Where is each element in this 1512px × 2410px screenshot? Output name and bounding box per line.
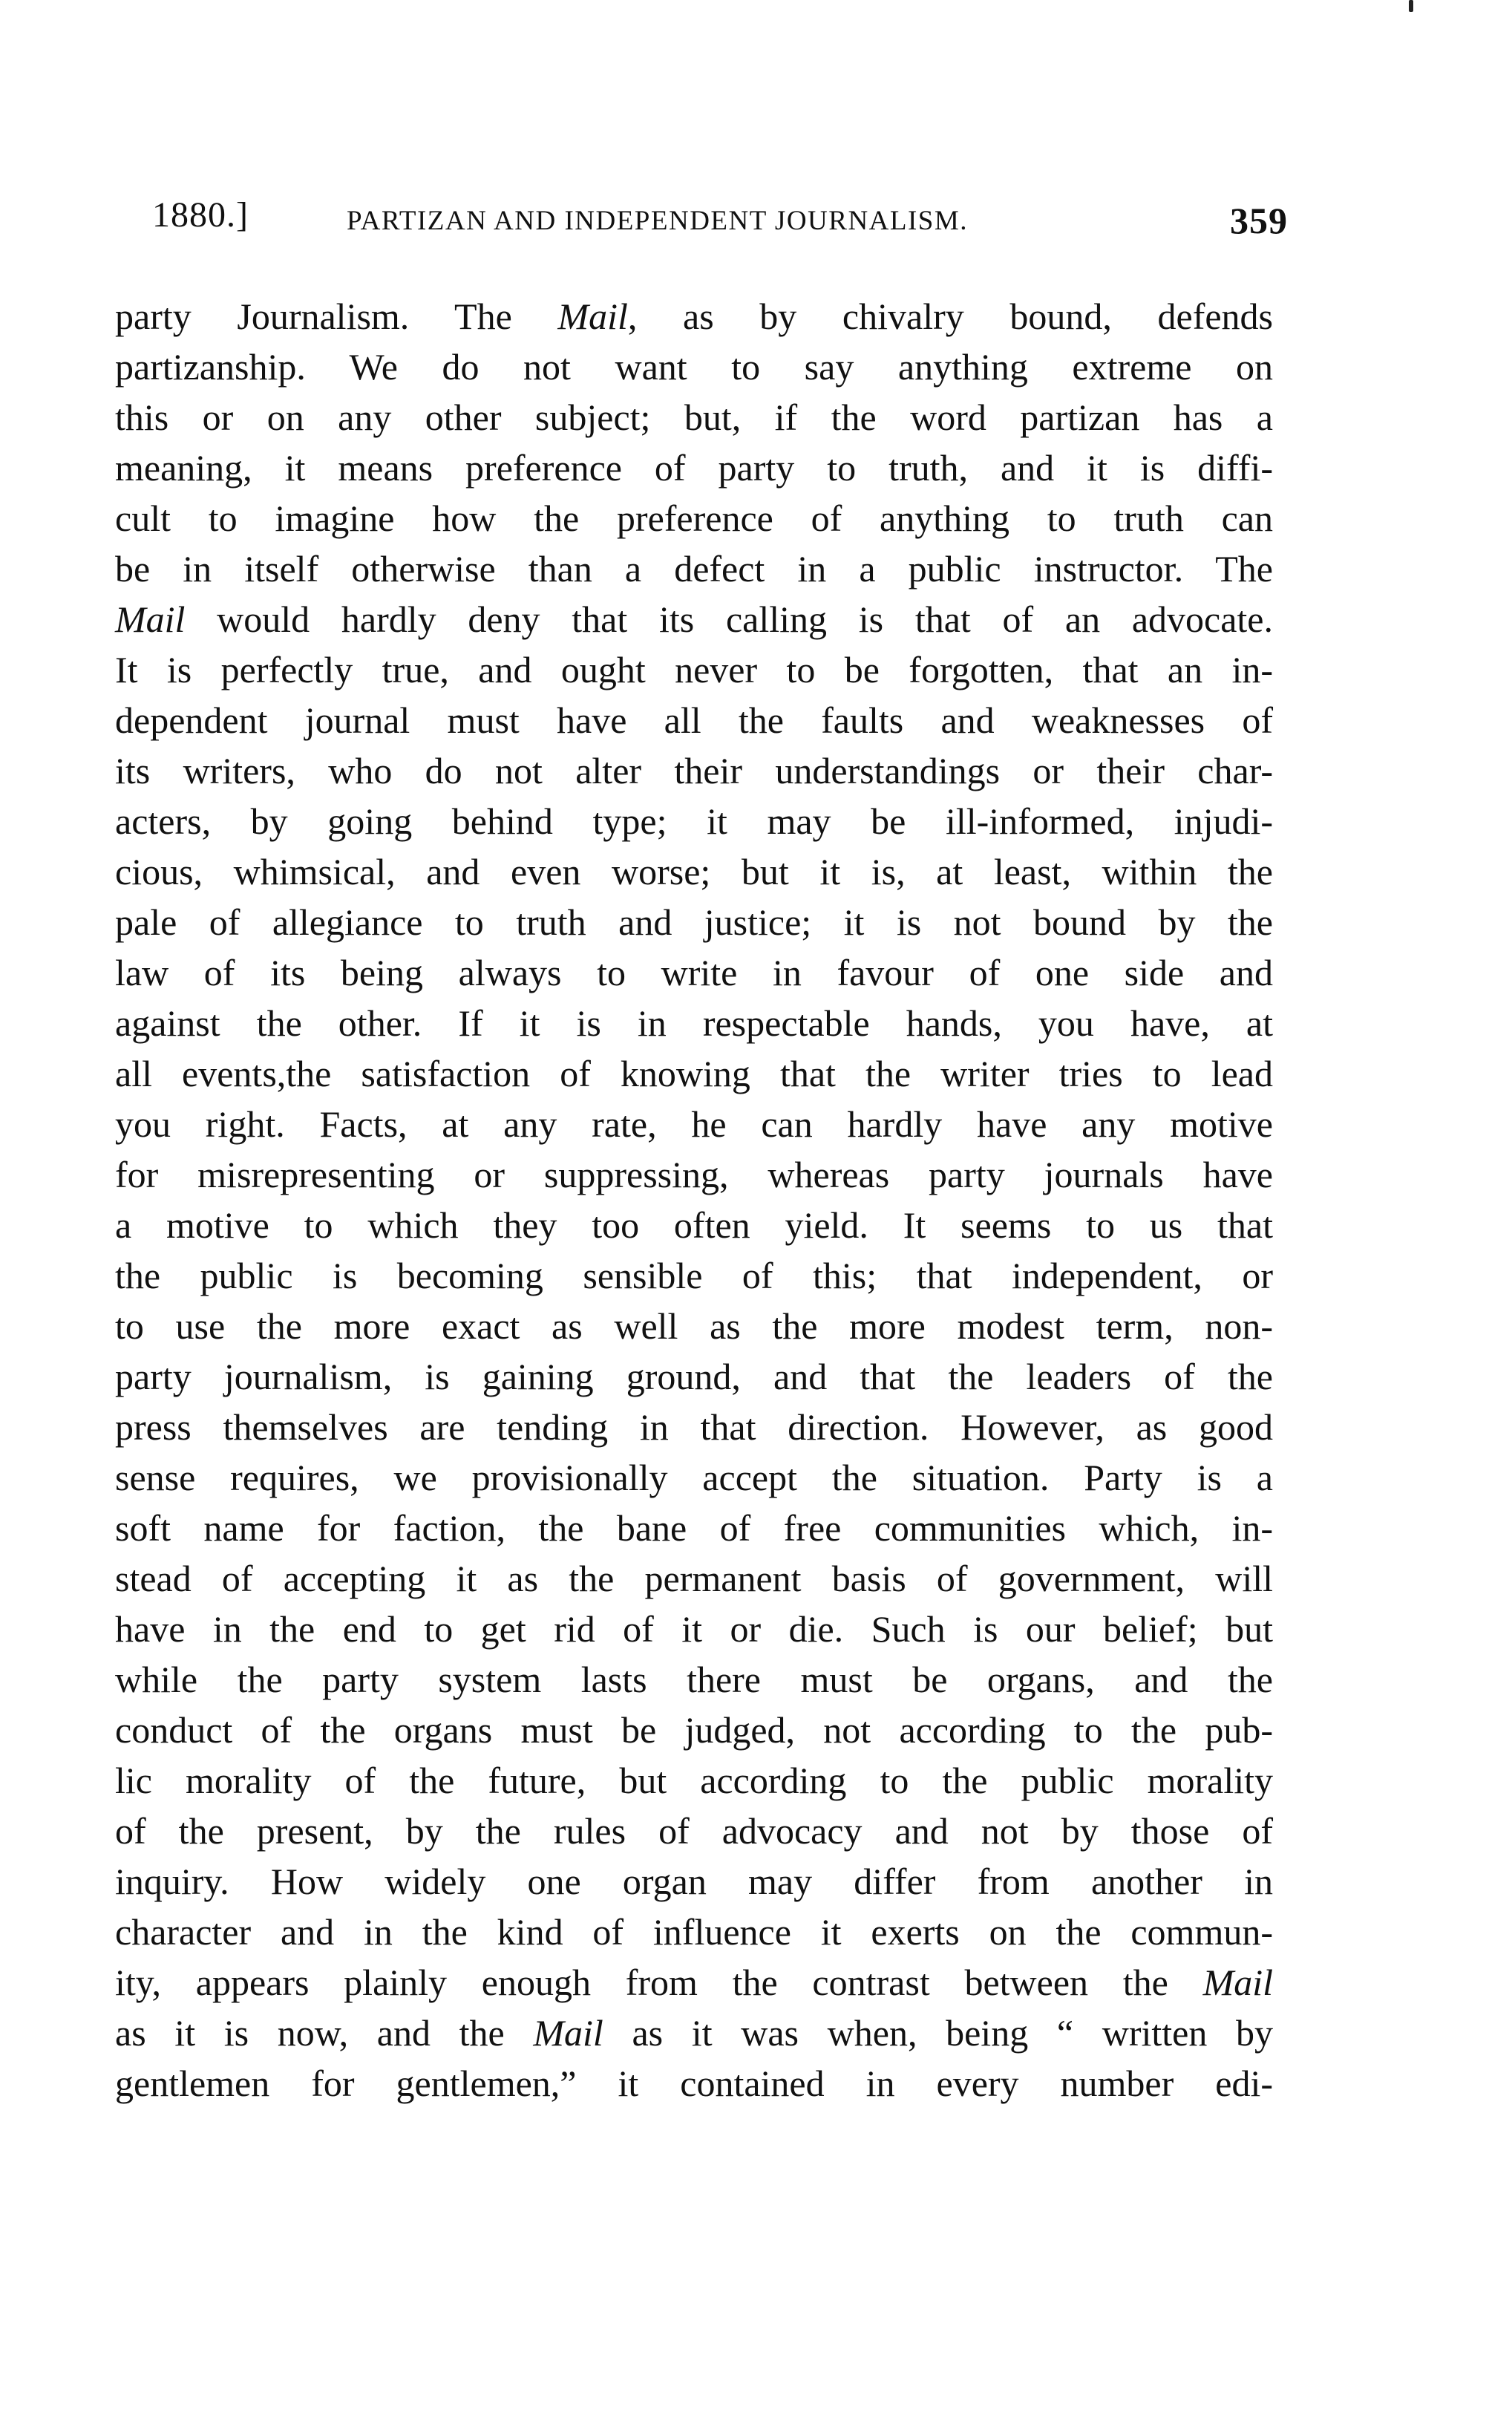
text-line: press themselves are tending in that direction. However, as good (115, 1406, 1273, 1448)
running-head (152, 195, 1288, 246)
corner-ink-mark (1409, 0, 1413, 12)
text-line: It is perfectly true, and ought never to be forgotten, that an in- (115, 649, 1273, 690)
running-head-year: 1880.] (152, 195, 249, 235)
text-line: party Journalism. The Mail, as by chivalry bound, defends (115, 295, 1274, 337)
text-line: meaning, it means preference of party to truth, and it is diffi- (115, 447, 1273, 489)
text-line: partizanship. We do not want to say anything extreme on (115, 346, 1273, 388)
text-line: party journalism, is gaining ground, and that the leaders of the (115, 1356, 1273, 1397)
text-line: against the other. If it is in respectable hands, you have, at (115, 1002, 1273, 1044)
running-head-title: PARTIZAN AND INDEPENDENT JOURNALISM. (347, 206, 969, 236)
text-line: of the present, by the rules of advocacy and not by those of (115, 1810, 1273, 1852)
text-line: character and in the kind of influence it exerts on the commun- (115, 1911, 1273, 1953)
text-line: conduct of the organs must be judged, not according to the pub- (115, 1709, 1273, 1751)
text-line: have in the end to get rid of it or die. Such is our belief; but (115, 1608, 1273, 1650)
text-line: this or on any other subject; but, if the word partizan has a (115, 396, 1273, 438)
text-line: sense requires, we provisionally accept the situation. Party is a (115, 1457, 1273, 1498)
text-line: Mail would hardly deny that its calling is that of an advocate. (115, 598, 1273, 640)
text-line: all events,the satisfaction of knowing that the writer tries to lead (115, 1053, 1273, 1094)
text-line: as it is now, and the Mail as it was when, being “ written by (115, 2012, 1274, 2054)
page-number: 359 (1230, 200, 1288, 241)
text-line: for misrepresenting or suppressing, whereas party journals have (115, 1154, 1273, 1195)
text-line: ity, appears plainly enough from the contrast between the Mail (115, 1962, 1273, 2003)
text-line: soft name for faction, the bane of free communities which, in- (115, 1507, 1273, 1549)
text-line: cult to imagine how the preference of anything to truth can (115, 497, 1273, 539)
text-line: a motive to which they too often yield. It seems to us that (115, 1204, 1273, 1246)
text-line: be in itself otherwise than a defect in a public instructor. The (115, 548, 1273, 590)
body-text (115, 291, 1273, 2109)
text-line: its writers, who do not alter their understandings or their char- (115, 750, 1273, 791)
text-line: stead of accepting it as the permanent basis of government, will (115, 1558, 1273, 1599)
text-line: to use the more exact as well as the more modest term, non- (115, 1305, 1273, 1347)
text-line: you right. Facts, at any rate, he can hardly have any motive (115, 1103, 1273, 1145)
text-line: the public is becoming sensible of this; that independent, or (115, 1255, 1273, 1296)
text-line: pale of allegiance to truth and justice; it is not bound by the (115, 901, 1273, 943)
text-line: inquiry. How widely one organ may differ from another in (115, 1861, 1273, 1902)
text-line: while the party system lasts there must be organs, and the (115, 1659, 1273, 1700)
text-line: acters, by going behind type; it may be ill-informed, injudi- (115, 800, 1273, 842)
text-line: dependent journal must have all the faults and weaknesses of (115, 699, 1273, 741)
text-line: lic morality of the future, but according to the public morality (115, 1760, 1273, 1801)
text-line: law of its being always to write in favour of one side and (115, 952, 1273, 993)
text-line: gentlemen for gentlemen,” it contained in every number edi- (115, 2063, 1273, 2104)
text-line: cious, whimsical, and even worse; but it is, at least, within the (115, 851, 1273, 892)
